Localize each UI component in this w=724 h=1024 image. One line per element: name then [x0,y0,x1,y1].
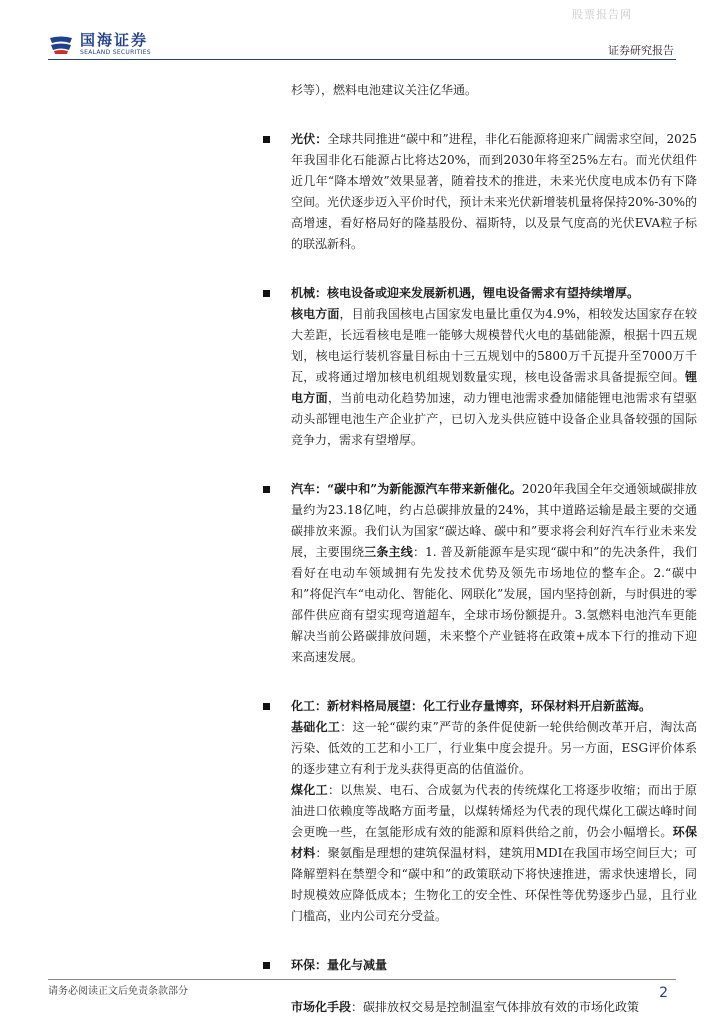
coal-chem-text: ：以焦炭、电石、合成氨为代表的传统煤化工将逐步收缩；而出于原油进口依赖度等战略方面考量，以煤转烯烃为代表的现代煤化工碳达峰时间会更晚一些，在氢能形成有效的能源和原料供给之前，仍会小幅增长。 [291,783,697,839]
sealand-logo-icon [48,35,74,55]
section-automobile [291,479,697,668]
section-chemicals [291,696,697,927]
disclaimer-text: 请务必阅读正文后免责条款部分 [48,986,188,997]
bullet-square-icon [263,962,270,969]
auto-text-1: 2020年我国全年交通领域碳排放量约为23.18亿吨，约占总碳排放量的24%，其中道路运输是最主要的交通碳排放来源。我们认为国家“碳达峰、碳中和”要求将会利好汽车行业未来发展，主要围绕 [291,482,697,559]
pv-paragraph [291,129,697,255]
machinery-paragraph [291,304,697,451]
pv-text: 全球共同推进“碳中和”进程，非化石能源将迎来广阔需求空间，2025年我国非化石能源占比将达20%，而到2030年将至25%左右。而光伏组件近几年“降本增效”效果显著，随着技术的推进，未来光伏度电成本仍有下降空间。光伏逐步迈入平价时代，预计未来光伏新增装机量将保持20%-30%的高增速，看好格局好的隆基股份、福斯特，以及景气度高的光伏EVA粒子标的联泓新科。 [291,132,697,251]
logo-en-text: SEALAND SECURITIES [80,49,151,56]
chem-basic-paragraph [291,717,697,780]
logo-cn-text: 国海证券 [80,31,149,49]
bullet-square-icon [263,703,270,710]
chem-title: 化工：新材料格局展望：化工行业存量博弈，环保材料开启新蓝海。 [291,699,652,713]
watermark-text: 股票报告网 [572,8,632,21]
machinery-title: 机械：核电设备或迎来发展新机遇，锂电设备需求有望持续增厚。 [291,286,640,300]
envprot-title: 环保：量化与减量 [291,958,388,972]
lithium-text: ，当前电动化趋势加速，动力锂电池需求叠加储能锂电池需求有望驱动头部锂电池生产企业扩产，已切入龙头供应链中设备企业具备较强的国际竞争力，需求有望增厚。 [291,391,697,447]
company-logo [48,33,151,56]
three-lines-label: 三条主线 [364,545,413,559]
chem-coal-paragraph [291,780,697,927]
nuclear-label: 核电方面 [291,307,340,321]
section-environmental [291,955,697,976]
section-machinery [291,283,697,451]
basic-chem-text: ：这一轮“碳约束”严苛的条件促使新一轮供给侧改革开启，淘汰高污染、低效的工艺和小工厂，行业集中度会提升。另一方面，ESG评价体系的逐步建立有利于龙头获得更高的估值溢价。 [291,720,697,776]
bullet-square-icon [263,290,270,297]
bullet-square-icon [263,486,270,493]
page-number: 2 [659,985,668,1001]
header-divider [48,59,676,60]
market-label: 市场化手段 [291,1000,352,1014]
nuclear-text: ，目前我国核电占国家发电量比重仅为4.9%，相较发达国家存在较大差距，长远看核电是唯一能够大规模替代火电的基础能源，根据十四五规划，核电运行装机容量目标由十三五规划中的5800万千瓦提升至7000万千瓦，或将通过增加核电机组规划数量实现，核电设备需求具备提振空间。 [291,307,697,384]
market-paragraph [291,997,697,1018]
market-text: ：碳排放权交易是控制温室气体排放有效的市场化政策 [351,1000,640,1014]
section-photovoltaic [291,129,697,255]
auto-title: 汽车：“碳中和”为新能源汽车带来新催化。 [291,482,522,496]
footer-divider [48,979,676,980]
report-body [291,80,697,1018]
coal-chem-label: 煤化工 [291,783,328,797]
document-type-label: 证券研究报告 [608,44,674,57]
basic-chem-label: 基础化工 [291,720,341,734]
env-material-label: 环保材料 [291,825,697,860]
env-material-text: ：聚氨酯是理想的建筑保温材料，建筑用MDI在我国市场空间巨大；可降解塑料在禁塑令和“碳中和”的政策联动下将快速推进，需求快速增长，同时规模效应降低成本；生物化工的安全性、环保性等优势逐步凸显，且行业门槛高，业内公司充分受益。 [291,846,697,923]
lithium-label: 锂电方面 [291,370,697,405]
auto-text-2: ：1. 普及新能源车是实现“碳中和”的先决条件，我们看好在电动车领域拥有先发技术优势及领先市场地位的整车企。2.“碳中和”将促汽车“电动化、智能化、网联化”发展，国内坚持创新，与时俱进的零部件供应商有望实现弯道超车，全球市场份额提升。3.氢燃料电池汽车更能解决当前公路碳排放问题，未来整个产业链将在政策+成本下行的推动下迎来高速发展。 [291,545,697,664]
pv-title: 光伏： [291,132,328,146]
auto-paragraph [291,479,697,668]
bullet-square-icon [263,136,270,143]
intro-paragraph: 杉等），燃料电池建议关注亿华通。 [291,83,478,97]
